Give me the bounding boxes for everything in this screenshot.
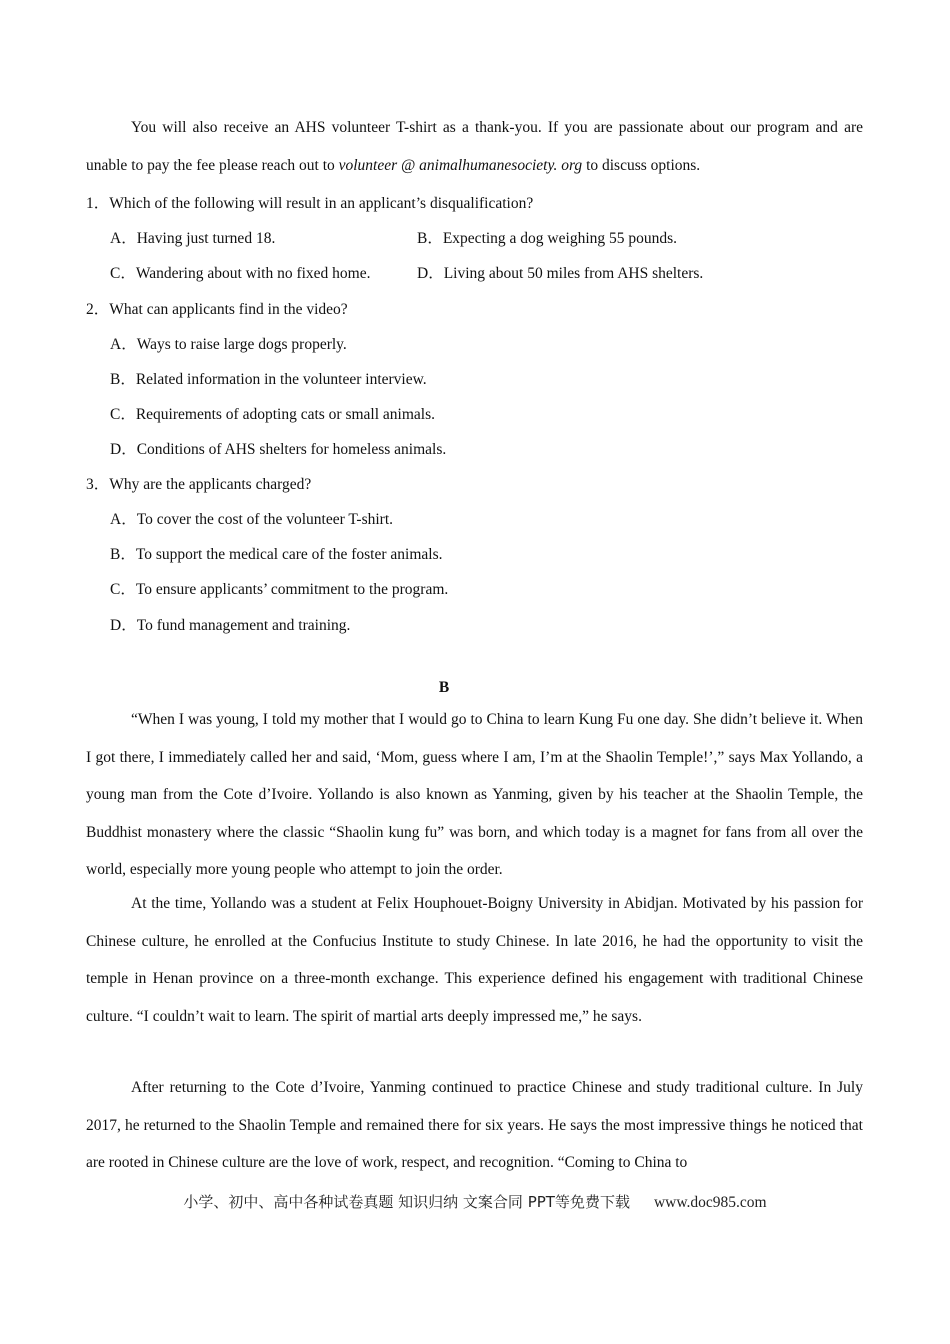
- passage-paragraph-1: “When I was young, I told my mother that I would go to China to learn Kung Fu one day. She didn’t believe it. When I got there, I immediately called her and said, ‘Mom, guess where I am, I’m at the Shaolin Temple!’,” says Max Yollando, a young man from the Cote d’Ivoire. Yollando is also known as Yanming, given by his teacher at the Shaolin Temple, the Buddhist monastery where the classic “Shaolin kung fu” was born, and which today is a magnet for fans from all over the world, especially more young people who attempt to join the order.: [86, 711, 863, 878]
- passage-paragraph-3: After returning to the Cote d’Ivoire, Yanming continued to practice Chinese and study traditional culture. In July 2017, he returned to the Shaolin Temple and remained there for six years. He says the most impressive things he noticed that are rooted in Chinese culture are the love of work, respect, and recognition. “Coming to China to: [86, 1079, 863, 1171]
- question-2-option-b: B．Related information in the volunteer interview.: [110, 371, 427, 388]
- question-1-option-d: D．Living about 50 miles from AHS shelters.: [417, 265, 704, 282]
- footer-text: 小学、初中、高中各种试卷真题 知识归纳 文案合同 PPT等免费下载: [183, 1193, 630, 1211]
- question-3-option-b: B．To support the medical care of the foster animals.: [110, 546, 443, 563]
- intro-text-end: to discuss options.: [582, 156, 701, 174]
- volunteer-email[interactable]: volunteer @ animalhumanesociety. org: [338, 156, 583, 174]
- question-3-stem: 3．Why are the applicants charged?: [86, 476, 312, 493]
- question-2-option-c: C．Requirements of adopting cats or small animals.: [110, 406, 436, 423]
- page-footer: [0, 1191, 950, 1212]
- question-2-stem: 2．What can applicants find in the video?: [86, 301, 348, 318]
- question-3-option-d: D．To fund management and training.: [110, 617, 351, 634]
- question-3-option-a: A．To cover the cost of the volunteer T-shirt.: [110, 511, 394, 528]
- question-2-option-a: A．Ways to raise large dogs properly.: [110, 336, 347, 353]
- question-1-option-a: A．Having just turned 18.: [110, 230, 276, 247]
- question-2-option-d: D．Conditions of AHS shelters for homeless animals.: [110, 441, 447, 458]
- intro-text: You will also receive an AHS volunteer T-shirt as a thank-you. If you are passionate about our program and are unable to pay the fee please reach out to: [86, 119, 863, 174]
- section-heading: B: [438, 679, 450, 696]
- question-1-stem: 1．Which of the following will result in an applicant’s disqualification?: [86, 195, 534, 212]
- question-1-option-b: B．Expecting a dog weighing 55 pounds.: [417, 230, 678, 247]
- question-1-option-c: C．Wandering about with no fixed home.: [110, 265, 371, 282]
- passage-paragraph-2: At the time, Yollando was a student at Felix Houphouet-Boigny University in Abidjan. Motivated by his passion for Chinese culture, he enrolled at the Confucius Institute to study Chinese. In late 2016, he had the opportunity to visit the temple in Henan province on a three-month exchange. This experience defined his engagement with traditional Chinese culture. “I couldn’t wait to learn. The spirit of martial arts deeply impressed me,” he says.: [86, 895, 863, 1025]
- question-3-option-c: C．To ensure applicants’ commitment to the program.: [110, 581, 449, 598]
- footer-url[interactable]: www.doc985.com: [653, 1194, 767, 1211]
- intro-paragraph: [86, 109, 863, 184]
